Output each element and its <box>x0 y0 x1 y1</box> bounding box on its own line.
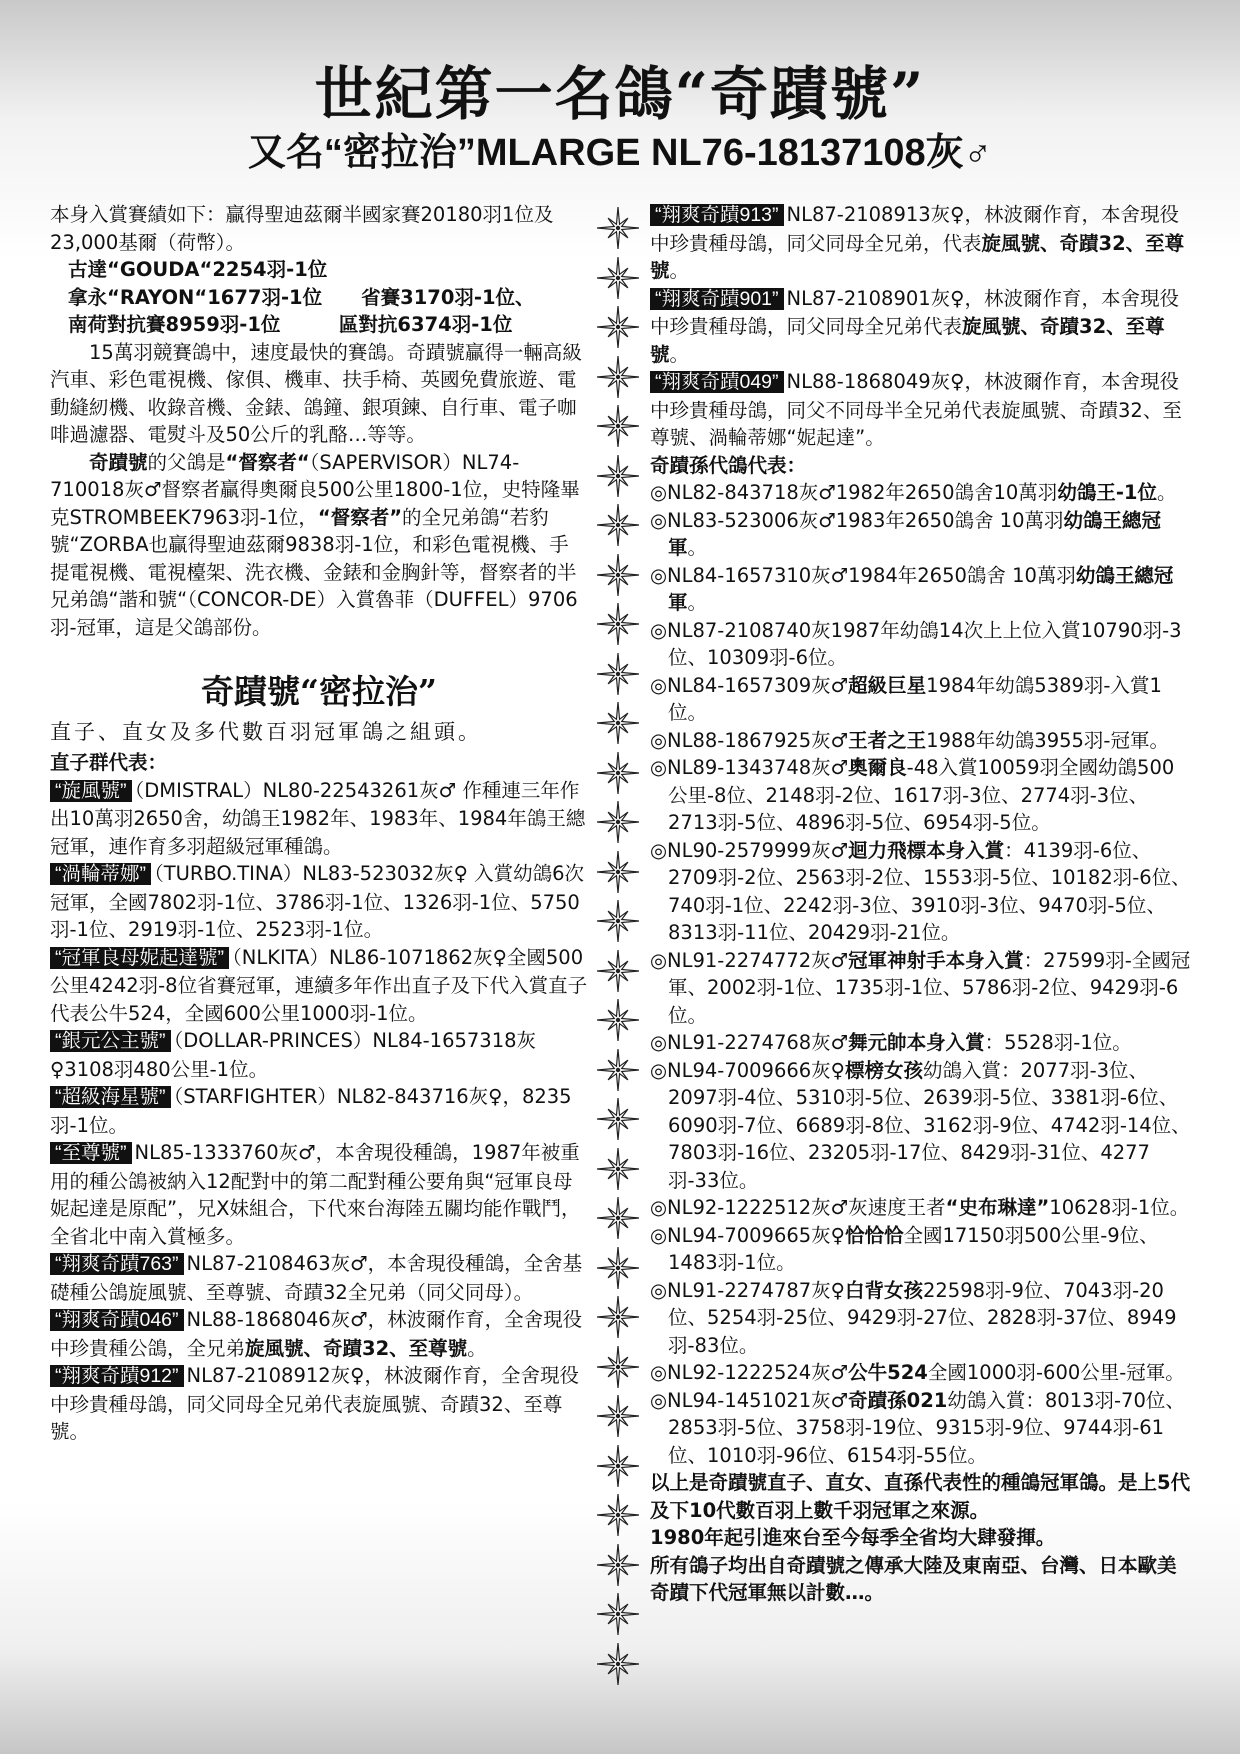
grandchild-entry: ◎NL83-523006灰♂1983年2650鴿舍 10萬羽幼鴿王總冠軍。 <box>650 508 1162 559</box>
grandchild-entry: ◎NL91-2274787灰♀白背女孩22598羽-9位、7043羽-20位、5254羽-25位、9429羽-27位、2828羽-37位、8949羽-83位。 <box>650 1278 1177 1357</box>
right-column <box>650 201 1192 1607</box>
result-line: 拿永“RAYON“1677羽-1位 省賽3170羽-1位、 <box>68 285 535 309</box>
star-ornament-icon <box>597 355 639 399</box>
child-entry: “冠軍良母妮起達號” （NLKITA）NL86-1071862灰♀全國500公里4242羽-8位省賽冠軍，連續多年作出直子及下代入賞直子代表公牛524，全國600公里1000羽-1位。 <box>50 945 588 1025</box>
pigeon-name-tag: “翔爽奇蹟913” <box>650 204 784 226</box>
star-ornament-icon <box>597 503 639 547</box>
pigeon-name-tag: “旋風號” <box>50 780 132 802</box>
grandchild-entry: ◎NL84-1657309灰♂超級巨星1984年幼鴿5389羽-入賞1位。 <box>650 673 1162 724</box>
grandchildren-list <box>650 479 1192 1469</box>
grandchild-entry: ◎NL91-2274768灰♂舞元帥本身入賞：5528羽-1位。 <box>650 1031 1132 1054</box>
star-ornament-icon <box>597 404 639 448</box>
intro-text: 本身入賞賽績如下：贏得聖迪茲爾半國家賽20180羽1位及23,000基爾（荷幣）。 <box>50 203 554 254</box>
page-subtitle: 又名“密拉治”MLARGE NL76-18137108灰♂ <box>247 132 993 174</box>
star-ornament-icon <box>597 454 639 498</box>
section-title: 奇蹟號“密拉治” <box>201 672 437 711</box>
page-title: 世紀第一名鴿“奇蹟號” <box>314 60 926 128</box>
daughter-entry: “翔爽奇蹟913” NL87-2108913灰♀，林波爾作育，本舍現役中珍貴種母鴿，同父同母全兄弟，代表旋風號、奇蹟32、至尊號。 <box>650 203 1185 282</box>
result-line: 南荷對抗賽8959羽-1位 區對抗6374羽-1位 <box>68 313 513 336</box>
pigeon-name-tag: “渦輪蒂娜” <box>50 863 151 885</box>
star-ornament-icon <box>597 1592 639 1636</box>
star-ornament-icon <box>597 1246 639 1290</box>
grandchild-entry: ◎NL82-843718灰♂1982年2650鴿舍10萬羽幼鴿王-1位。 <box>650 481 1177 504</box>
star-ornament-icon <box>597 800 639 844</box>
parents-lead: 奇蹟號 <box>89 450 148 474</box>
child-entry: “翔爽奇蹟912” NL87-2108912灰♀，林波爾作育，全舍現役中珍貴種母鴿，同父同母全兄弟代表旋風號、奇蹟32、至尊號。 <box>50 1364 579 1443</box>
star-ornament-icon <box>597 1394 639 1438</box>
sire-name: “督察者” <box>317 505 403 529</box>
star-ornament-icon <box>597 652 639 696</box>
grandchildren-heading: 奇蹟孫代鴿代表： <box>650 453 807 477</box>
star-ornament-icon <box>597 1295 639 1339</box>
star-ornament-icon <box>597 1345 639 1389</box>
pigeon-name-tag: “冠軍良母妮起達號” <box>50 947 229 969</box>
child-entry: “翔爽奇蹟046” NL88-1868046灰♂，林波爾作育，全舍現役中珍貴種公鴿，全兄弟旋風號、奇蹟32、至尊號。 <box>50 1308 583 1360</box>
result-line: 古達“GOUDA“2254羽-1位 <box>68 258 328 281</box>
conclusion-text: 以上是奇蹟號直子、直女、直孫代表性的種鴿冠軍鴿。是上5代及下10代數百羽上數千羽冠軍之來源。 <box>650 1471 1191 1522</box>
star-ornament-icon <box>597 553 639 597</box>
star-ornament-icon <box>597 256 639 300</box>
grandchild-entry: ◎NL89-1343748灰♂奧爾良-48入賞10059羽全國幼鴿500公里-8位、2148羽-2位、1617羽-3位、2774羽-3位、2713羽-5位、4896羽-5位、6954羽-5位。 <box>650 756 1175 834</box>
child-entry: “至尊號” NL85-1333760灰♂，本舍現役種鴿，1987年被重用的種公鴿被納入12配對中的第二配對種公要角與“冠軍良母妮起達是原配”，兄X妹組合，下代來台海陸五關均能作戰鬥，全省北中南入賞極多。 <box>50 1141 581 1248</box>
grandchild-entry: ◎NL90-2579999灰♂迴力飛標本身入賞：4139羽-6位、2709羽-2位、2563羽-2位、1553羽-5位、10182羽-6位、740羽-1位、2242羽-3位、3910羽-3位、9470羽-5位、8313羽-11位、20429羽-21位。 <box>650 838 1191 944</box>
star-ornament-icon <box>597 1543 639 1587</box>
daughter-entry: “翔爽奇蹟901” NL87-2108901灰♀，林波爾作育，本舍現役中珍貴種母鴿，同父同母全兄弟代表旋風號、奇蹟32、至尊號。 <box>650 286 1179 366</box>
star-ornament-icon <box>597 751 639 795</box>
star-ornament-icon <box>597 949 639 993</box>
parents-text: 奇蹟號的父鴿是“督察者“（SAPERVISOR）NL74-710018灰♂督察者贏得奧爾良500公里1800-1位，史特隆畢克STROMBEEK7963羽-1位，“督察者”的全兄弟鴿“若豹號“ZORBA也贏得聖迪茲爾9838羽-1位，和彩色電視機、手提電視機、電視檯架、洗衣機、金錶和金胸針等，督察者的半兄弟鴿“諧和號“（CONCOR-DE）入賞魯菲（DUFFEL）9706羽-冠軍，這是父鴿部份。 <box>50 450 580 639</box>
left-column <box>50 201 588 1446</box>
star-ornament-icon <box>597 1048 639 1092</box>
pigeon-name-tag: “翔爽奇蹟049” <box>650 371 784 393</box>
section-subtitle: 直子、直女及多代數百羽冠軍鴿之組頭。 <box>50 720 482 744</box>
pigeon-name-tag: “超級海星號” <box>50 1086 171 1108</box>
star-ornament-icon <box>597 701 639 745</box>
star-ornament-icon <box>597 998 639 1042</box>
prizes-text: 15萬羽競賽鴿中，速度最快的賽鴿。奇蹟號贏得一輛高級汽車、彩色電視機、傢俱、機車、扶手椅、英國免費旅遊、電動縫紉機、收錄音機、金錶、鴿鐘、銀項鍊、自行車、電子咖啡過濾器、電熨斗及50公斤的乳酪…等等。 <box>50 340 582 446</box>
child-entry: “超級海星號” （STARFIGHTER）NL82-843716灰♀，8235羽-1位。 <box>50 1085 572 1137</box>
star-ornament-icon <box>597 1196 639 1240</box>
daughter-entry: “翔爽奇蹟049” NL88-1868049灰♀，林波爾作育，本舍現役中珍貴種母鴿，同父不同母半全兄弟代表旋風號、奇蹟32、至尊號、渦輪蒂娜“妮起達”。 <box>650 370 1182 449</box>
star-ornament-icon <box>597 899 639 943</box>
star-divider <box>597 206 639 1691</box>
grandchild-entry: ◎NL94-1451021灰♂奇蹟孫021幼鴿入賞：8013羽-70位、2853羽-5位、3758羽-19位、9315羽-9位、9744羽-61位、1010羽-96位、6154羽-55位。 <box>650 1388 1185 1467</box>
child-entry: “旋風號” （DMISTRAL）NL80-22543261灰♂ 作種連三年作出10萬羽2650舍，幼鴿王1982年、1983年、1984年鴿王總冠軍，連作育多羽超級冠軍種鴿。 <box>50 778 586 858</box>
star-ornament-icon <box>597 305 639 349</box>
pigeon-name-tag: “翔爽奇蹟046” <box>50 1309 184 1331</box>
pigeon-name-tag: “銀元公主號” <box>50 1030 171 1052</box>
star-ornament-icon <box>597 206 639 250</box>
grandchild-entry: ◎NL92-1222512灰♂灰速度王者“史布琳達”10628羽-1位。 <box>650 1196 1190 1219</box>
pigeon-name-tag: “翔爽奇蹟912” <box>50 1365 184 1387</box>
grandchild-entry: ◎NL94-7009665灰♀恰恰恰全國17150羽500公里-9位、1483羽-1位。 <box>650 1223 1159 1274</box>
star-ornament-icon <box>597 1493 639 1537</box>
children-heading: 直子群代表： <box>50 751 168 774</box>
child-entry: “渦輪蒂娜” （TURBO.TINA）NL83-523032灰♀ 入賞幼鴿6次冠軍，全國7802羽-1位、3786羽-1位、1326羽-1位、5750羽-1位、2919羽-1位、2523羽-1位。 <box>50 862 584 941</box>
child-entry: “翔爽奇蹟763” NL87-2108463灰♂，本舍現役種鴿，全舍基礎種公鴿旋風號、至尊號、奇蹟32全兄弟（同父同母）。 <box>50 1252 583 1304</box>
child-entry: “銀元公主號” （DOLLAR-PRINCES）NL84-1657318灰♀3108羽480公里-1位。 <box>50 1029 537 1081</box>
pigeon-name-tag: “翔爽奇蹟763” <box>50 1253 184 1275</box>
star-ornament-icon <box>597 850 639 894</box>
star-ornament-icon <box>597 1097 639 1141</box>
grandchild-entry: ◎NL94-7009666灰♀標榜女孩幼鴿入賞：2077羽-3位、2097羽-4位、5310羽-5位、2639羽-5位、3381羽-6位、6090羽-7位、6689羽-8位、3162羽-9位、4742羽-14位、7803羽-16位、23205羽-17位、8429羽-31位、4277羽-33位。 <box>650 1058 1191 1192</box>
sire-name: “督察者“ <box>225 450 310 474</box>
conclusion-text: 1980年起引進來台至今每季全省均大肆發揮。 <box>650 1526 1056 1549</box>
grandchild-entry: ◎NL88-1867925灰♂王者之王1988年幼鴿3955羽-冠軍。 <box>650 728 1169 752</box>
star-ornament-icon <box>597 1642 639 1686</box>
pigeon-name-tag: “至尊號” <box>50 1142 132 1164</box>
star-ornament-icon <box>597 602 639 646</box>
grandchild-entry: ◎NL87-2108740灰1987年幼鴿14次上上位入賞10790羽-3位、10309羽-6位。 <box>650 618 1182 669</box>
grandchild-entry: ◎NL91-2274772灰♂冠軍神射手本身入賞：27599羽-全國冠軍、2002羽-1位、1735羽-1位、5786羽-2位、9429羽-6位。 <box>650 948 1191 1027</box>
star-ornament-icon <box>597 1147 639 1191</box>
star-ornament-icon <box>597 1444 639 1488</box>
grandchild-entry: ◎NL84-1657310灰♂1984年2650鴿舍 10萬羽幼鴿王總冠軍。 <box>650 563 1174 614</box>
pigeon-name-tag: “翔爽奇蹟901” <box>650 288 784 310</box>
grandchild-entry: ◎NL92-1222524灰♂公牛524全國1000羽-600公里-冠軍。 <box>650 1361 1185 1384</box>
conclusion-text: 所有鴿子均出自奇蹟號之傳承大陸及東南亞、台灣、日本歐美奇蹟下代冠軍無以計數…。 <box>650 1553 1177 1604</box>
